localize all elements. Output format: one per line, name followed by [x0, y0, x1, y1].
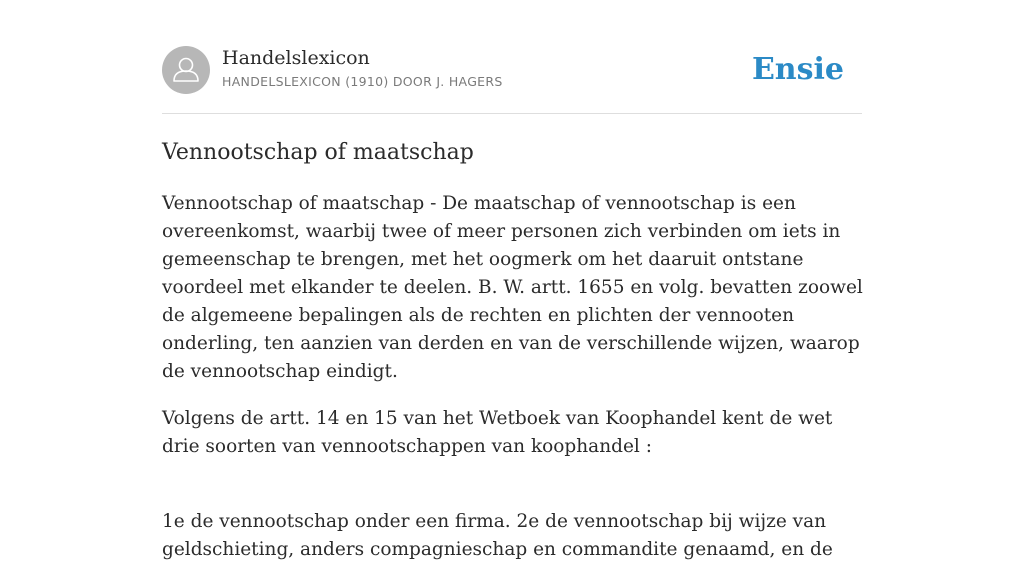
- article-title: Vennootschap of maatschap: [162, 140, 474, 165]
- user-icon: [162, 46, 210, 94]
- source-name[interactable]: Handelslexicon: [222, 47, 370, 69]
- source-header: [162, 46, 862, 96]
- ensie-logo[interactable]: Ensie: [751, 52, 844, 87]
- source-avatar[interactable]: [162, 46, 210, 94]
- article-body: [162, 190, 870, 583]
- article-paragraph: Vennootschap of maatschap - De maatschap of vennootschap is een overeenkomst, waarbij twee of meer personen zich verbinden om iets in gemeenschap te brengen, met het oogmerk om het daaruit ontstane voordeel met elkander te deelen. B. W. artt. 1655 en volg. bevatten zoowel de algemeene bepalingen als de rechten en plichten der vennooten onderling, ten aanzien van derden en van de verschillende wijzen, waarop de vennootschap eindigt.: [162, 193, 863, 382]
- paragraph-spacer: [162, 480, 870, 508]
- article-paragraph: Volgens de artt. 14 en 15 van het Wetboek van Koophandel kent de wet drie soorten van vennootschappen van koophandel :: [162, 408, 833, 457]
- header-divider: [162, 113, 862, 114]
- article-paragraph: 1e de vennootschap onder een firma. 2e de vennootschap bij wijze van geldschieting, anders compagnieschap en commandite genaamd, en de: [162, 511, 833, 560]
- source-subtitle: HANDELSLEXICON (1910) DOOR J. HAGERS: [222, 74, 503, 89]
